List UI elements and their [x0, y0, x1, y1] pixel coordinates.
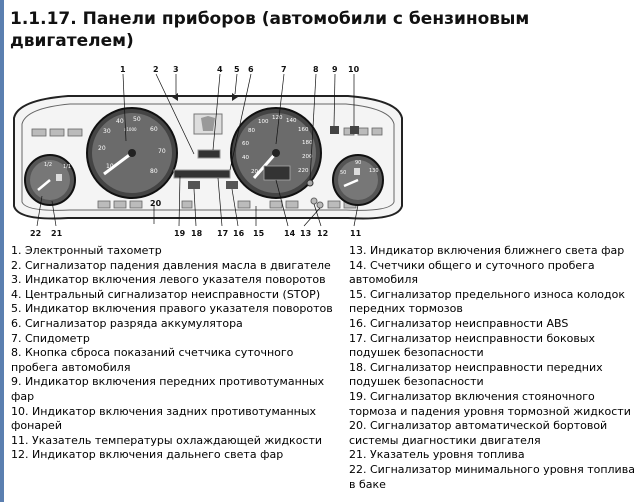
instrument-panel-diagram [8, 56, 408, 241]
callout-12: 12 [317, 229, 329, 238]
legend-item: 12. Индикатор включения дальнего света фар [11, 448, 284, 462]
legend-item: 2. Сигнализатор падения давления масла в двигателе [11, 258, 331, 272]
speed-tick-label: 200 [302, 154, 313, 160]
low-beam-icon [317, 202, 323, 208]
legend-item: 10. Индикатор включения задних противотуманных фонарей [11, 404, 317, 433]
legend-item: 6. Сигнализатор разряда аккумулятора [11, 316, 243, 330]
speedometer-hub [272, 149, 280, 157]
speed-tick-label: 120 [272, 115, 283, 121]
callout-17: 17 [217, 229, 229, 238]
speed-tick-label: 100 [258, 119, 269, 125]
tach-tick-label: 40 [116, 118, 124, 125]
tach-tick-label: 10 [106, 163, 114, 170]
legend-item: 11. Указатель температуры охлаждающей жидкости [11, 433, 323, 447]
legend-item: 14. Счетчики общего и суточного пробега автомобиля [349, 258, 595, 287]
legend-item: 13. Индикатор включения ближнего света фар [349, 244, 625, 257]
legend-item: 5. Индикатор включения правого указателя поворотов [11, 302, 333, 316]
legend-item: 20. Сигнализатор автоматической бортовой системы диагностики двигателя [349, 419, 608, 447]
tach-tick-label: 50 [133, 116, 141, 123]
airbag-lamp [188, 181, 200, 189]
callout-4: 4 [217, 65, 223, 74]
page-title: 1.1.17. Панели приборов (автомобили с бензиновым двигателем) [10, 9, 530, 51]
speed-tick-label: 180 [302, 140, 313, 146]
instrument-panel-figure [8, 56, 408, 241]
legend-left-column [11, 244, 341, 463]
accent-bar [0, 0, 4, 502]
callout-19: 19 [174, 229, 186, 238]
callout-15: 15 [253, 229, 265, 238]
odometer-display [264, 166, 290, 180]
legend-item: 8. Кнопка сброса показаний счетчика суточного пробега автомобиля [11, 346, 294, 374]
callout-11: 11 [350, 229, 362, 238]
high-beam-icon [311, 198, 317, 204]
tach-tick-label: 60 [150, 126, 158, 133]
callout-8: 8 [313, 65, 319, 74]
fuel-tick-label: 1/2 [44, 162, 53, 168]
legend-item: 19. Сигнализатор включения стояночного тормоза и падения уровня тормозной жидкости [349, 389, 631, 418]
legend-item: 3. Индикатор включения левого указателя поворотов [11, 273, 326, 287]
callout-1: 1 [120, 65, 126, 74]
callout-18: 18 [191, 229, 203, 238]
warning-lamp-strip [174, 170, 230, 178]
temp-tick-label: 50 [340, 170, 347, 176]
legend-item: 22. Сигнализатор минимального уровня топлива в баке [349, 462, 635, 491]
legend-item: 4. Центральный сигнализатор неисправности (STOP) [11, 287, 321, 301]
speed-tick-label: 140 [286, 118, 297, 124]
speed-tick-label: 40 [242, 155, 249, 161]
fuel-tick-label: 1/1 [63, 164, 72, 170]
callout-16: 16 [233, 229, 245, 238]
speed-tick-label: 80 [248, 128, 255, 134]
tach-tick-label: 70 [158, 148, 166, 155]
callout-14: 14 [284, 229, 296, 238]
legend-item: 9. Индикатор включения передних противотуманных фар [11, 375, 325, 403]
callout-20: 20 [150, 199, 162, 208]
legend-item: 17. Сигнализатор неисправности боковых подушек безопасности [349, 331, 596, 360]
speed-tick-label: 220 [298, 168, 309, 174]
callout-22: 22 [30, 229, 42, 238]
lion-emblem-icon [201, 116, 215, 131]
legend-item: 21. Указатель уровня топлива [349, 448, 525, 462]
speed-tick-label: 160 [298, 127, 309, 133]
front-fog-lamp-icon [330, 126, 339, 134]
callout-7: 7 [281, 65, 287, 74]
legend-item: 1. Электронный тахометр [11, 244, 162, 257]
tach-unit-label: x1000 [124, 127, 137, 132]
tach-tick-label: 30 [103, 128, 111, 135]
callout-21: 21 [51, 229, 63, 238]
legend-item: 16. Сигнализатор неисправности ABS [349, 316, 569, 330]
tachometer-hub [128, 149, 136, 157]
speed-tick-label: 60 [242, 141, 249, 147]
callout-13: 13 [300, 229, 312, 238]
legend-item: 15. Сигнализатор предельного износа колодок передних тормозов [349, 287, 625, 316]
abs-lamp [226, 181, 238, 189]
legend-right-column [349, 244, 639, 492]
rear-fog-lamp-icon [350, 126, 359, 134]
fuel-pump-icon [56, 174, 62, 181]
legend-item: 18. Сигнализатор неисправности передних подушек безопасности [349, 360, 603, 389]
temp-tick-label: 130 [369, 168, 379, 174]
callout-10: 10 [348, 65, 360, 74]
callout-5: 5 [234, 65, 240, 74]
tach-tick-label: 80 [150, 168, 158, 175]
tach-tick-label: 20 [98, 145, 106, 152]
speed-tick-label: 20 [251, 169, 258, 175]
thermometer-icon [354, 168, 360, 175]
legend-item: 7. Спидометр [11, 331, 90, 345]
trip-reset-button [307, 180, 313, 186]
callout-3: 3 [173, 65, 179, 74]
callout-6: 6 [248, 65, 254, 74]
stop-warning-lamp [198, 150, 220, 158]
callout-9: 9 [332, 65, 338, 74]
callout-2: 2 [153, 65, 159, 74]
temp-tick-label: 90 [355, 160, 362, 166]
